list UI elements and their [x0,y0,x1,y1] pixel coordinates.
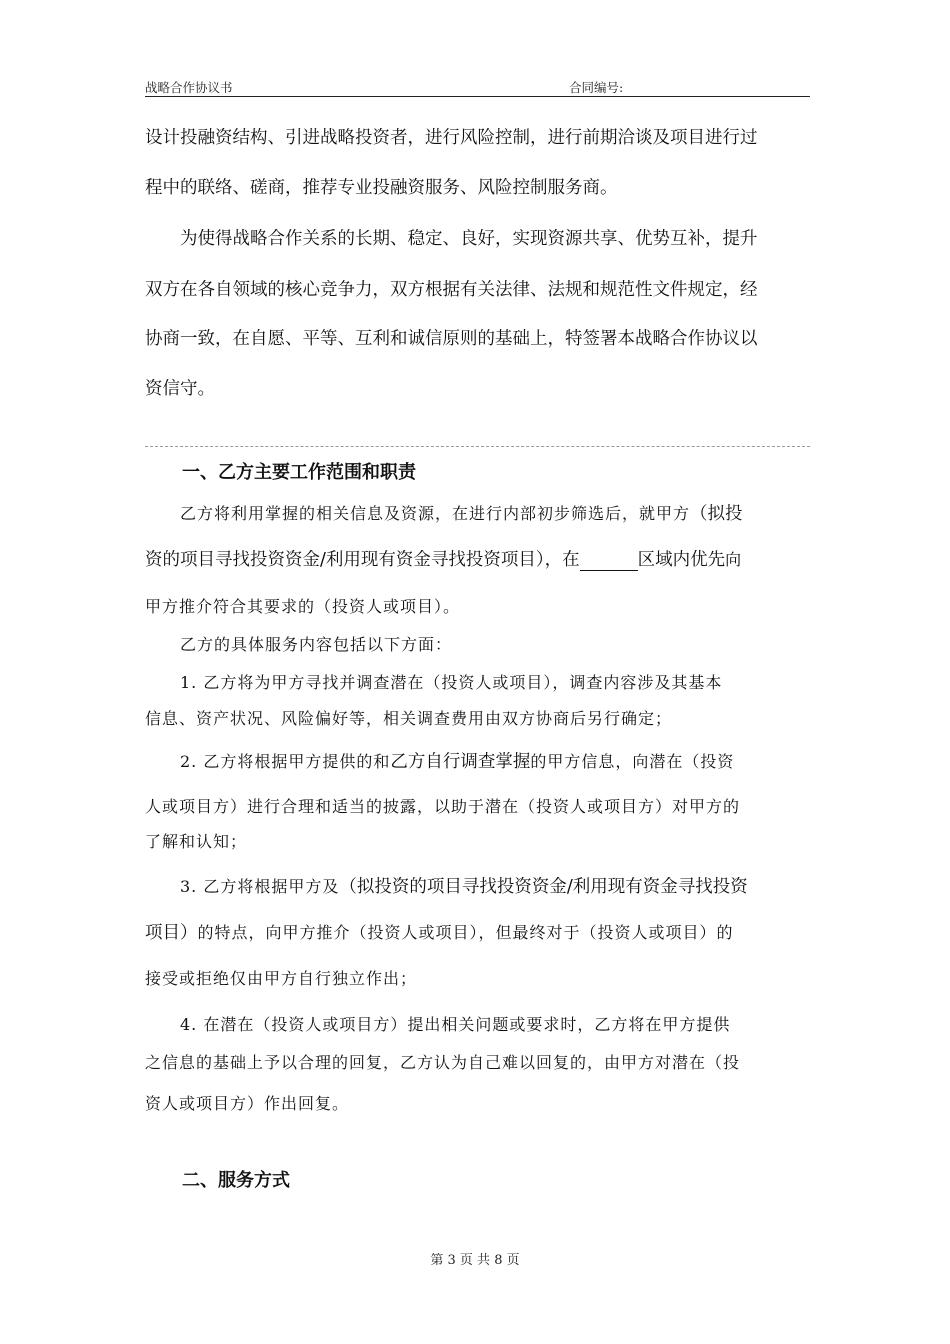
text-line: 4. 在潜在（投资人或项目方）提出相关问题或要求时，乙方将在甲方提供 [180,1015,731,1034]
text-line: 双方在各自领域的核心竞争力，双方根据有关法律、法规和规范性文件规定，经 [145,280,758,300]
text-run: 乙方自行调查掌握 [390,752,531,772]
text-run: 项目） [145,923,198,943]
region-blank-field[interactable] [580,552,638,571]
section-divider [145,446,810,447]
section-2-heading: 二、服务方式 [182,1170,290,1191]
text-run: 2. 乙方将根据甲方提供的和 [180,752,391,771]
text-line: 接受或拒绝仅由甲方自行独立作出； [145,969,418,988]
text-line: 乙方的具体服务内容包括以下方面： [180,635,453,654]
text-run: 向 [725,550,743,569]
page-number: 第 3 页 共 8 页 [430,1253,520,1268]
section-1-heading: 一、乙方主要工作范围和职责 [182,462,416,483]
text-line [145,919,734,944]
text-run: 资的项目寻找投资资金/利用现有资金寻找投资项目），在 [145,550,580,570]
text-line: 协商一致，在自愿、平等、互利和诚信原则的基础上，特签署本战略合作协议以 [145,329,758,349]
text-line: 为使得战略合作关系的长期、稳定、良好，实现资源共享、优势互补，提升 [180,229,758,249]
text-run: （拟投 [690,504,743,524]
text-run: （拟投资的项目寻找投资资金/利用现有资金寻找投资 [339,877,748,897]
header-title: 战略合作协议书 [145,80,233,95]
text-line: 之信息的基础上予以合理的回复，乙方认为自己难以回复的，由甲方对潜在（投 [145,1053,741,1072]
text-line: 资人或项目方）作出回复。 [145,1094,350,1113]
text-run: 的甲方信息，向潜在（投资 [530,752,735,771]
text-line: 程中的联络、磋商，推荐专业投融资服务、风险控制服务商。 [145,178,618,198]
text-line: 1. 乙方将为甲方寻找并调查潜在（投资人或项目），调查内容涉及其基本 [180,673,723,692]
text-line [180,748,734,773]
text-line: 人或项目方）进行合理和适当的披露，以助于潜在（投资人或项目方）对甲方的 [145,797,741,816]
text-run: 的特点，向甲方推介（投资人或项目），但最终对于（投资人或项目）的 [197,923,734,942]
text-run: 3. 乙方将根据甲方及 [180,877,340,896]
header-contract-number: 合同编号: [569,80,624,95]
text-run: 乙方将利用掌握的相关信息及资源，在进行内部初步筛选后，就甲方 [180,504,691,523]
text-line [180,873,748,898]
text-line: 了解和认知； [145,832,248,851]
text-line [145,546,742,571]
text-line: 设计投融资结构、引进战略投资者，进行风险控制，进行前期洽谈及项目进行过 [145,128,758,148]
text-line: 信息、资产状况、风险偏好等，相关调查费用由双方协商后另行确定； [145,709,673,728]
text-line: 甲方推介符合其要求的（投资人或项目）。 [145,597,461,616]
text-line: 资信守。 [145,379,215,399]
page-header [145,78,810,97]
text-run: 区域内优先 [637,550,726,570]
text-line [180,500,743,525]
